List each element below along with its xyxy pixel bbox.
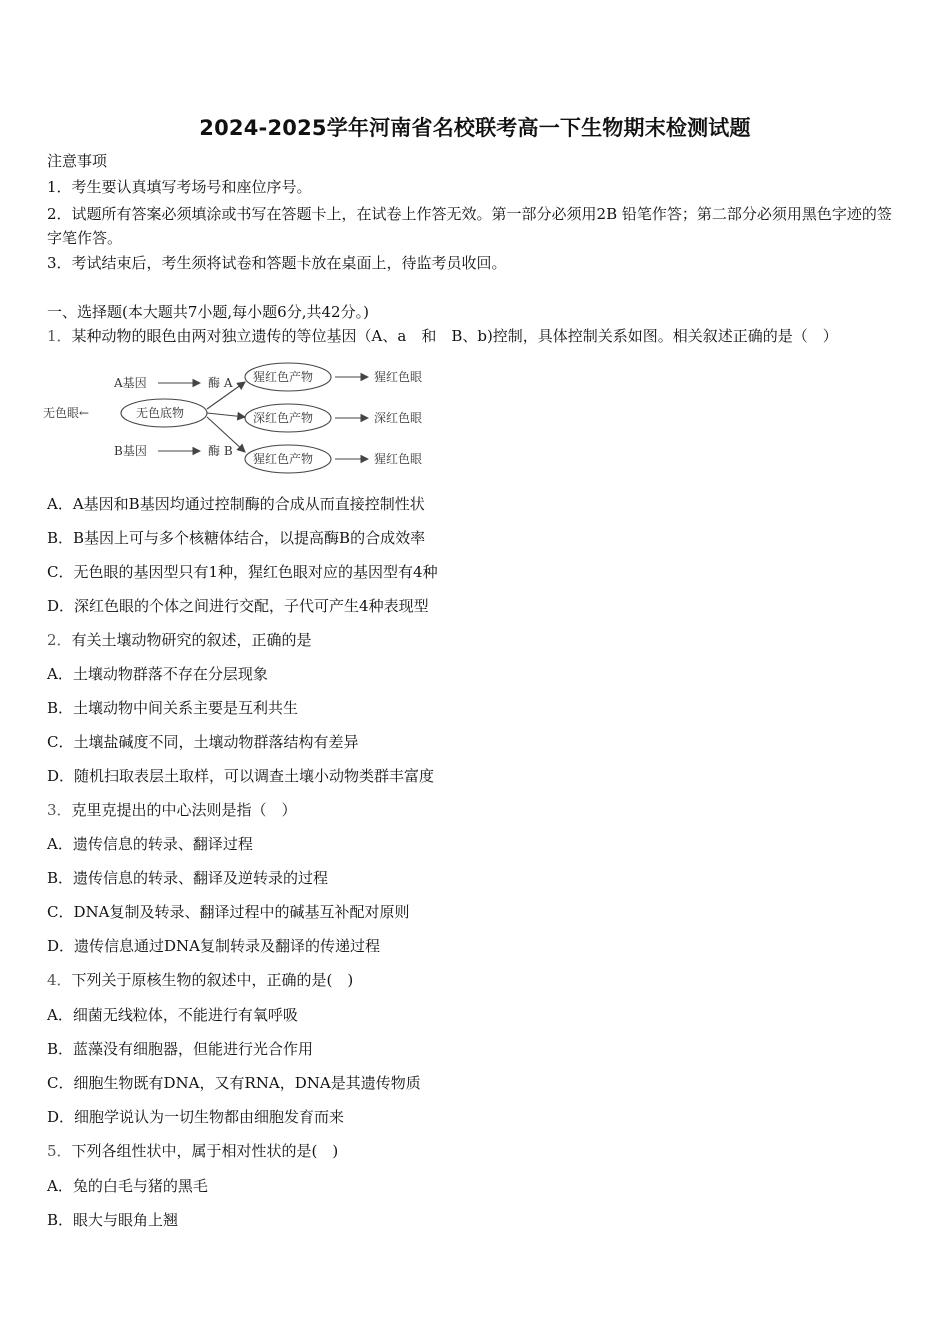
question-stem: 下列各组性状中，属于相对性状的是( ) <box>71 1142 339 1160</box>
option: C．DNA复制及转录、翻译过程中的碱基互补配对原则 <box>47 903 410 921</box>
option: D．深红色眼的个体之间进行交配，子代可产生4种表现型 <box>47 597 429 615</box>
enzyme-b-label: 酶 B <box>208 444 233 458</box>
question-2 <box>47 630 312 650</box>
arrow <box>207 413 245 417</box>
eye-2-label: 深红色眼 <box>374 411 423 425</box>
product-1-label: 猩红色产物 <box>253 370 314 384</box>
option: B．蓝藻没有细胞器，但能进行光合作用 <box>47 1040 314 1058</box>
eye-color-pathway-diagram <box>40 360 450 476</box>
eye-1-label: 猩红色眼 <box>374 370 423 384</box>
question-stem: 有关土壤动物研究的叙述，正确的是 <box>71 631 312 649</box>
option: C．无色眼的基因型只有1种，猩红色眼对应的基因型有4种 <box>47 563 438 581</box>
notice-heading: 注意事项 <box>47 152 108 170</box>
question-number: 2． <box>47 631 72 649</box>
product-2-label: 深红色产物 <box>253 411 314 425</box>
gene-b-label: B基因 <box>114 444 147 458</box>
option: A．A基因和B基因均通过控制酶的合成从而直接控制性状 <box>47 495 425 513</box>
option: B．遗传信息的转录、翻译及逆转录的过程 <box>47 869 329 887</box>
notice-item: 1．考生要认真填写考场号和座位序号。 <box>47 178 312 196</box>
option: C．土壤盐碱度不同，土壤动物群落结构有差异 <box>47 733 359 751</box>
section-heading: 一、选择题(本大题共7小题,每小题6分,共42分。) <box>47 303 369 321</box>
option: A．遗传信息的转录、翻译过程 <box>47 835 253 853</box>
question-1 <box>47 326 838 346</box>
question-number: 3． <box>47 801 72 819</box>
gene-a-label: A基因 <box>114 376 147 390</box>
substrate-label: 无色底物 <box>136 406 185 420</box>
option: A．兔的白毛与猪的黑毛 <box>47 1177 208 1195</box>
colorless-eye-label: 无色眼← <box>43 406 90 420</box>
option: A．土壤动物群落不存在分层现象 <box>47 665 268 683</box>
option: B．B基因上可与多个核糖体结合，以提高酶B的合成效率 <box>47 529 426 547</box>
option: D．遗传信息通过DNA复制转录及翻译的传递过程 <box>47 937 381 955</box>
page-title: 2024-2025学年河南省名校联考高一下生物期末检测试题 <box>199 116 751 140</box>
question-5 <box>47 1141 338 1161</box>
eye-3-label: 猩红色眼 <box>374 452 423 466</box>
option: D．随机扫取表层土取样，可以调查土壤小动物类群丰富度 <box>47 767 435 785</box>
option: B．土壤动物中间关系主要是互利共生 <box>47 699 299 717</box>
notice-item: 3．考试结束后，考生须将试卷和答题卡放在桌面上，待监考员收回。 <box>47 254 507 272</box>
option: A．细菌无线粒体，不能进行有氧呼吸 <box>47 1006 298 1024</box>
question-4 <box>47 970 353 990</box>
enzyme-a-label: 酶 A <box>208 376 233 390</box>
question-number: 1． <box>47 327 72 345</box>
question-stem: 下列关于原核生物的叙述中，正确的是( ) <box>71 971 354 989</box>
option: C．细胞生物既有DNA，又有RNA，DNA是其遗传物质 <box>47 1074 421 1092</box>
question-number: 5． <box>47 1142 72 1160</box>
notice-item: 2．试题所有答案必须填涂或书写在答题卡上，在试卷上作答无效。第一部分必须用2B 铅笔作答；第二部分必须用黑色字迹的签字笔作答。 <box>47 205 892 247</box>
option: B．眼大与眼角上翘 <box>47 1211 179 1229</box>
question-number: 4． <box>47 971 72 989</box>
product-3-label: 猩红色产物 <box>253 452 314 466</box>
question-stem: 某种动物的眼色由两对独立遗传的等位基因（A、a 和 B、b)控制，具体控制关系如图。相关叙述正确的是（ ） <box>71 327 838 345</box>
option: D．细胞学说认为一切生物都由细胞发育而来 <box>47 1108 345 1126</box>
question-stem: 克里克提出的中心法则是指（ ） <box>71 801 297 819</box>
question-3 <box>47 800 297 820</box>
